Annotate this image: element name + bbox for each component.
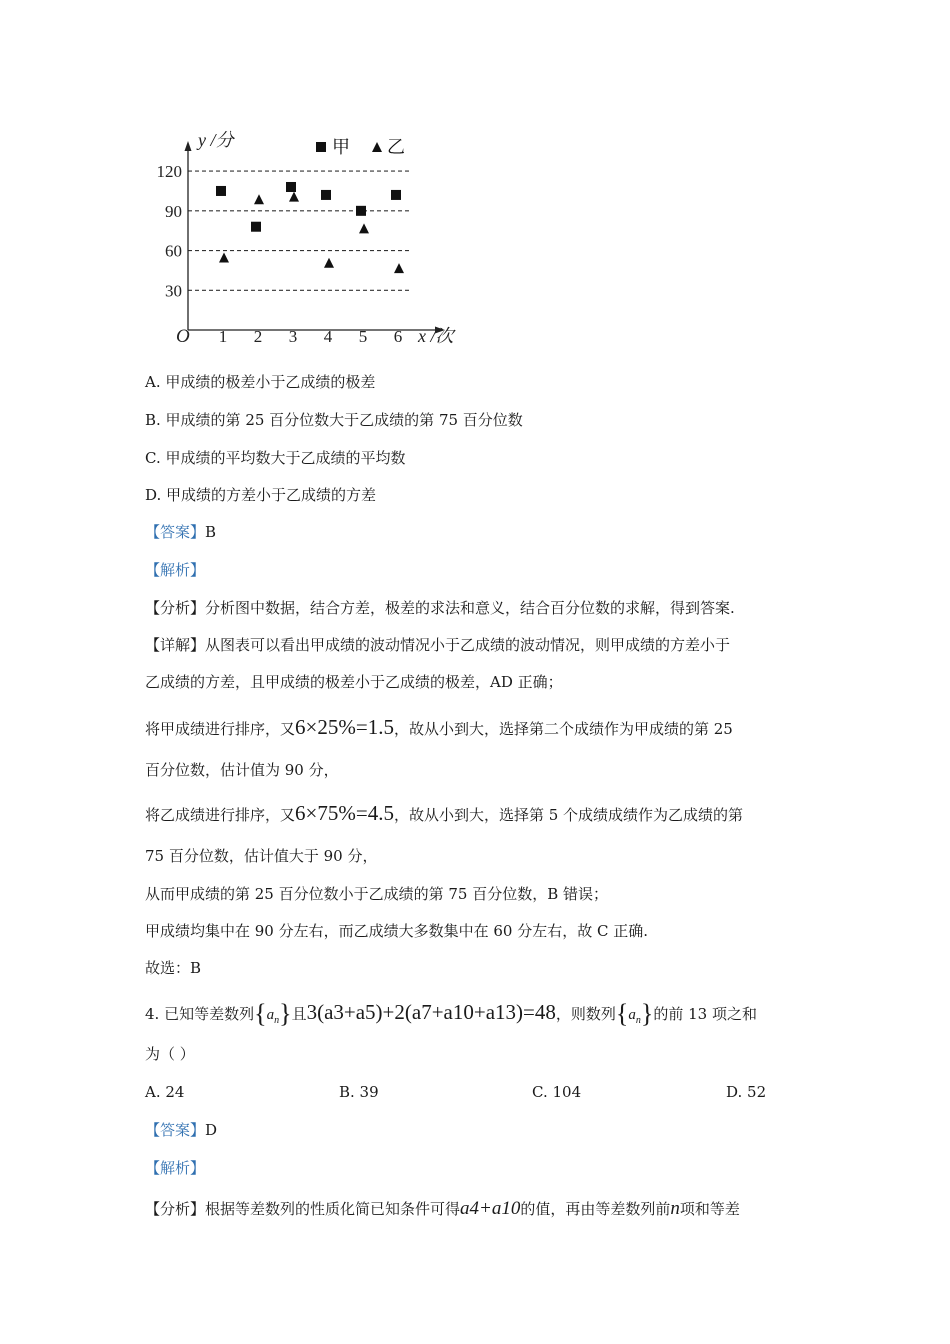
answer-value: B	[205, 523, 217, 541]
seq-a-n: $a_n$	[628, 1007, 641, 1026]
left-brace: {	[615, 999, 629, 1028]
legend-label-jia: 甲	[332, 137, 350, 157]
point-jia-2	[251, 222, 261, 232]
point-jia-4	[321, 190, 331, 200]
q4-stem-line-2: 为（ ）	[145, 1045, 195, 1063]
answer-line-q4	[145, 1120, 217, 1140]
q4-option-d: D. 52	[726, 1083, 767, 1101]
fenxi-line-q4	[145, 1196, 740, 1222]
tick-labels	[157, 162, 403, 346]
q4-stem-a: 4. 已知等差数列	[145, 1005, 255, 1023]
analysis-tag: 【解析】	[145, 1159, 206, 1177]
formula-75-percent: 6×75%=4.5	[295, 801, 394, 825]
x-tick-label: 2	[253, 327, 263, 346]
right-brace: }	[279, 999, 292, 1028]
y-tick-label: 60	[165, 241, 182, 261]
q4-option-a: A. 24	[145, 1083, 185, 1101]
q4-stem-line-1: 4. 已知等差数列$\{a_n\}$且3(a3+a5)+2(a7+a10+a13)=48，则数列$\{a_n\}$的前 13 项之和	[145, 999, 757, 1028]
point-jia-3	[286, 182, 296, 192]
scatter-chart	[150, 120, 470, 350]
detail-text-5a: 将乙成绩进行排序，又	[145, 806, 296, 824]
point-yi-5	[359, 223, 369, 233]
detail-line-5	[145, 800, 743, 828]
seq-a-n: $a_n$	[266, 1007, 280, 1026]
q4-option-c: C. 104	[532, 1083, 582, 1101]
point-jia-6	[391, 190, 401, 200]
legend-triangle-marker	[372, 142, 382, 152]
fenxi-text-c: 项和等差	[679, 1200, 740, 1218]
y-tick-label: 90	[165, 201, 182, 221]
analysis-line-q4	[145, 1158, 205, 1178]
answer-line-q3	[145, 522, 216, 542]
fenxi-text: 分析图中数据，结合方差，极差的求法和意义，结合百分位数的求解，得到答案.	[205, 599, 735, 617]
option-3b: B. 甲成绩的第 25 百分位数大于乙成绩的第 75 百分位数	[145, 411, 523, 429]
data-marks	[216, 182, 404, 273]
detail-line-3	[145, 714, 733, 742]
point-jia-1	[216, 186, 226, 196]
point-yi-6	[394, 263, 404, 273]
q4-stem-c: 的前 13 项之和	[653, 1005, 757, 1023]
x-tick-label: 3	[288, 327, 298, 346]
right-brace: }	[640, 999, 654, 1028]
xiangjie-tag: 【详解】	[145, 636, 206, 654]
detail-text-1: 从图表可以看出甲成绩的波动情况小于乙成绩的波动情况，则甲成绩的方差小于	[205, 636, 731, 654]
option-3d: D. 甲成绩的方差小于乙成绩的方差	[145, 486, 377, 504]
answer-tag: 【答案】	[145, 523, 206, 541]
answer-value: D	[205, 1121, 218, 1139]
fenxi-text-b: 的值，再由等差数列前	[520, 1200, 671, 1218]
legend-square-marker	[316, 142, 326, 152]
detail-text-3b: ，故从小到大，选择第二个成绩作为甲成绩的第 25	[393, 720, 733, 738]
option-3a: A. 甲成绩的极差小于乙成绩的极差	[145, 373, 376, 391]
point-yi-4	[324, 258, 334, 268]
x-axis-label: x /次	[418, 326, 454, 346]
point-yi-2	[254, 194, 264, 204]
formula-a4-a10: a4+a10	[460, 1198, 521, 1219]
y-tick-label: 30	[165, 281, 182, 301]
point-yi-3	[289, 192, 299, 202]
detail-line-2: 乙成绩的方差，且甲成绩的极差小于乙成绩的极差，AD 正确；	[145, 673, 563, 691]
detail-line-1	[145, 635, 730, 655]
y-axis-arrow	[185, 141, 192, 151]
analysis-line-q3	[145, 560, 205, 580]
detail-line-9: 故选：B	[145, 959, 202, 977]
left-brace: {	[254, 999, 267, 1028]
x-tick-label: 6	[393, 327, 403, 346]
x-tick-label: 1	[218, 327, 228, 346]
legend-label-yi: 乙	[387, 137, 405, 157]
q4-option-b: B. 39	[339, 1083, 379, 1101]
detail-line-6: 75 百分位数，估计值大于 90 分，	[145, 847, 378, 865]
fenxi-tag: 【分析】	[145, 1200, 206, 1218]
symbol-n: n	[670, 1198, 680, 1219]
q4-stem-b: ，则数列	[555, 1005, 616, 1023]
fenxi-line-q3	[145, 598, 735, 618]
formula-25-percent: 6×25%=1.5	[295, 715, 394, 739]
analysis-tag: 【解析】	[145, 561, 206, 579]
detail-line-7: 从而甲成绩的第 25 百分位数小于乙成绩的第 75 百分位数，B 错误；	[145, 885, 609, 903]
x-tick-label: 5	[358, 327, 368, 346]
fenxi-tag: 【分析】	[145, 599, 206, 617]
legend	[316, 137, 405, 157]
detail-text-3a: 将甲成绩进行排序，又	[145, 720, 296, 738]
q4-equation: 3(a3+a5)+2(a7+a10+a13)=48	[306, 1000, 556, 1024]
origin-label: O	[176, 326, 190, 347]
point-jia-5	[356, 206, 366, 216]
x-tick-label: 4	[323, 327, 333, 346]
y-tick-label: 120	[156, 162, 182, 182]
option-3c: C. 甲成绩的平均数大于乙成绩的平均数	[145, 449, 406, 467]
detail-line-4: 百分位数，估计值为 90 分，	[145, 761, 339, 779]
answer-tag: 【答案】	[145, 1121, 206, 1139]
y-axis-label: y /分	[198, 130, 234, 150]
detail-line-8: 甲成绩均集中在 90 分左右，而乙成绩大多数集中在 60 分左右，故 C 正确.	[145, 922, 649, 940]
detail-text-5b: ，故从小到大，选择第 5 个成绩成绩作为乙成绩的第	[393, 806, 744, 824]
fenxi-text-a: 根据等差数列的性质化简已知条件可得	[205, 1200, 461, 1218]
axes	[185, 141, 446, 334]
point-yi-1	[219, 252, 229, 262]
